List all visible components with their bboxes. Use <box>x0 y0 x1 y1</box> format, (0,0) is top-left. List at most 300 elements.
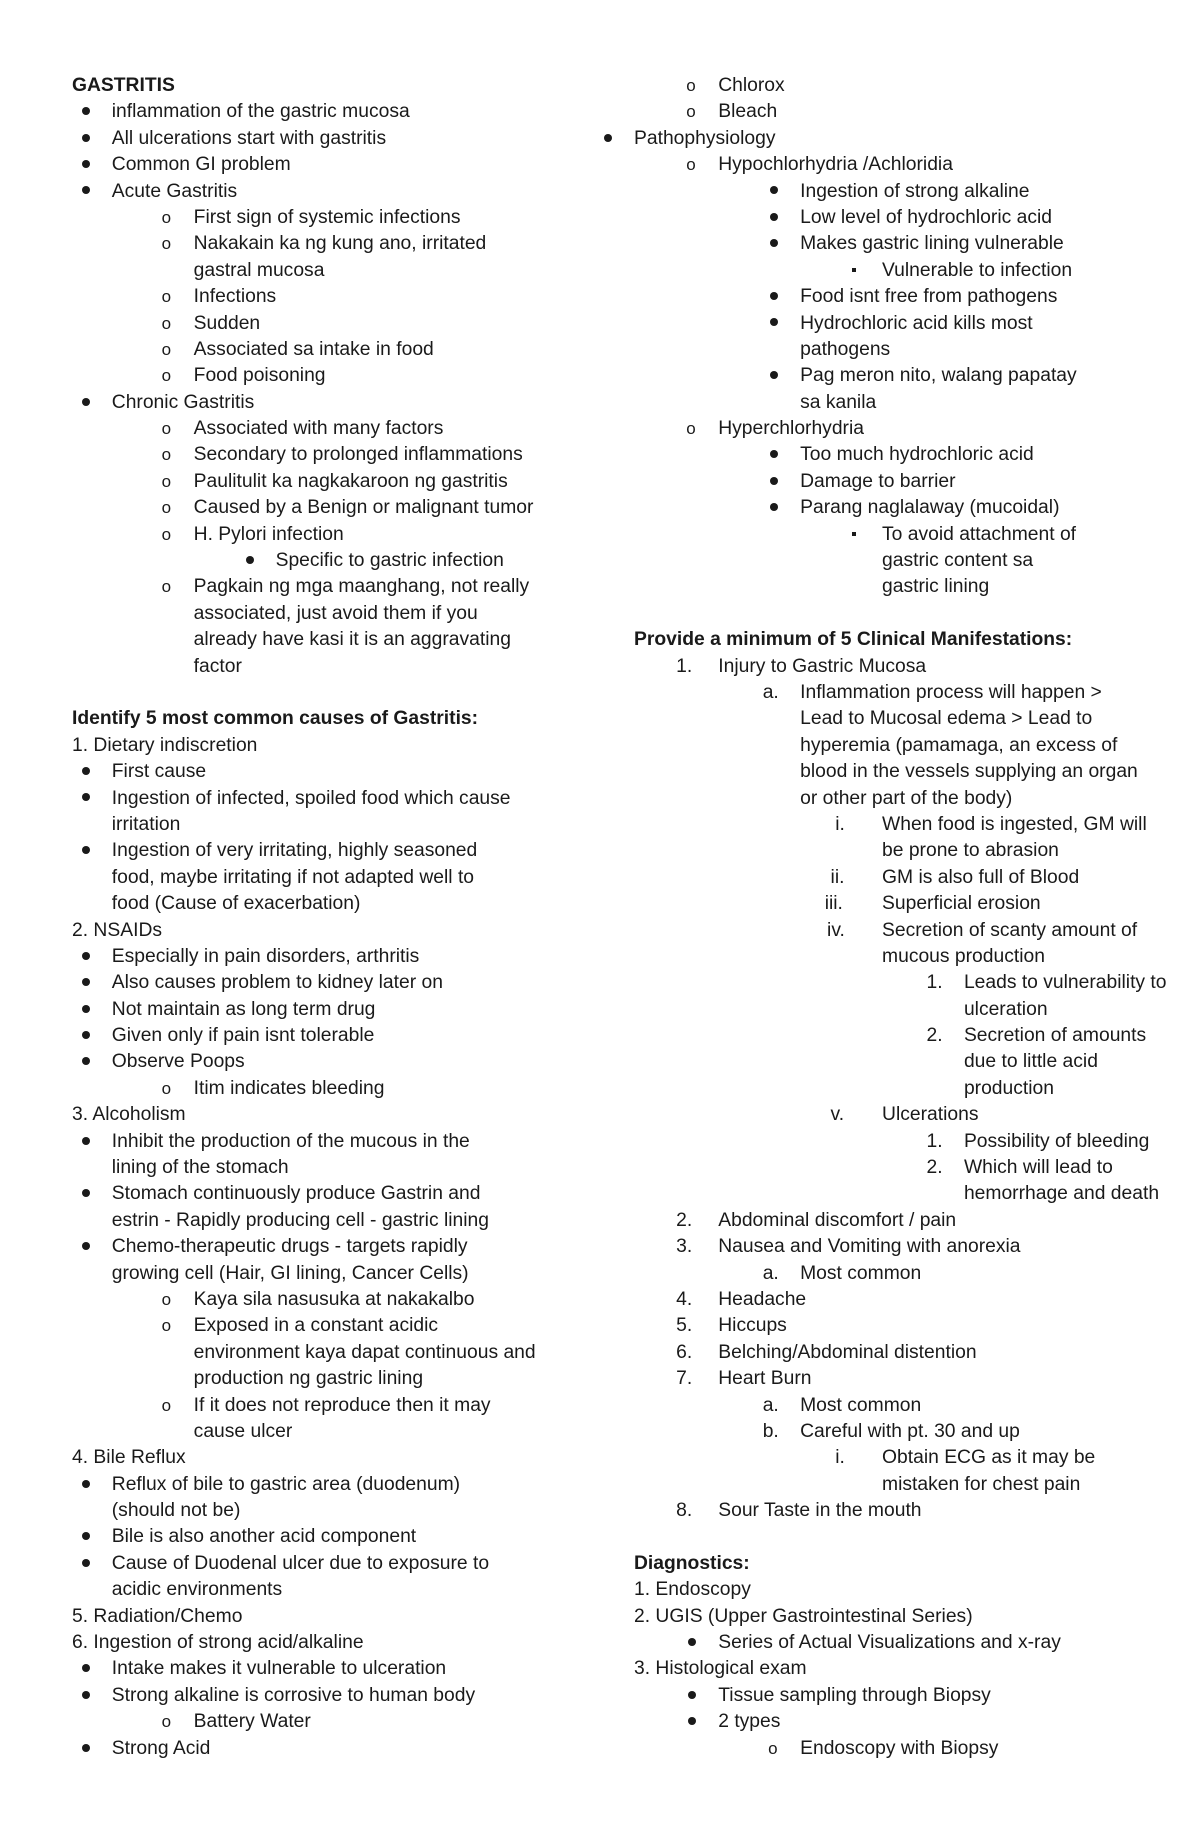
bullet-dot-icon <box>82 838 90 864</box>
list-item-text: Chemo-therapeutic drugs - targets rapidly <box>111 1236 468 1258</box>
list-item <box>72 1604 592 1630</box>
list-item <box>72 1472 592 1498</box>
list-item <box>634 812 1154 838</box>
list-item-text: Exposed in a constant acidic <box>193 1315 439 1337</box>
list-item <box>72 1445 592 1471</box>
list-item-text: Infections <box>193 286 277 308</box>
list-item-text: gastral mucosa <box>193 259 325 281</box>
list-item-text: Tissue sampling through Biopsy <box>718 1684 991 1706</box>
bullet-dot-icon <box>770 179 778 205</box>
list-item <box>72 337 592 363</box>
list-item-text: Superficial erosion <box>882 893 1041 915</box>
bullet-circle-icon: o <box>161 1316 172 1336</box>
bullet-circle-icon: o <box>161 234 172 254</box>
list-item-text: 1. Endoscopy <box>634 1579 751 1601</box>
list-item <box>72 1736 592 1762</box>
section-heading: Provide a minimum of 5 Clinical Manifestations: <box>634 629 1073 651</box>
bullet-circle-icon: o <box>161 366 172 386</box>
list-item-text: Stomach continuously produce Gastrin and <box>111 1183 481 1205</box>
list-item <box>634 1234 1154 1260</box>
list-item-text: Ingestion of strong alkaline <box>800 180 1030 202</box>
bullet-dot-icon <box>604 126 612 152</box>
bullet-dot-icon <box>82 1683 90 1709</box>
list-item <box>72 838 592 864</box>
list-item-text: Paulitulit ka nagkakaroon ng gastritis <box>193 470 508 492</box>
list-item-text: Careful with pt. 30 and up <box>800 1420 1020 1442</box>
list-item-text: Specific to gastric infection <box>275 550 504 572</box>
list-item <box>634 1736 1154 1762</box>
list-item <box>634 865 1154 891</box>
list-item <box>72 627 592 653</box>
list-item <box>72 997 592 1023</box>
bullet-circle-icon: o <box>161 1078 172 1098</box>
list-item-text: First cause <box>111 761 207 783</box>
list-item-text: 6. Ingestion of strong acid/alkaline <box>72 1632 364 1654</box>
list-item <box>72 522 592 548</box>
list-item-text: ulceration <box>963 998 1048 1020</box>
list-number: 2. <box>676 1209 693 1231</box>
list-item-text: 1. Dietary indiscretion <box>72 734 258 756</box>
list-item-text: already have kasi it is an aggravating <box>193 629 511 651</box>
list-item <box>72 1656 592 1682</box>
list-item-text: irritation <box>111 813 181 835</box>
list-item-text: inflammation of the gastric mucosa <box>111 101 410 123</box>
list-item-text: Not maintain as long term drug <box>111 998 376 1020</box>
list-item-text: lining of the stomach <box>111 1157 289 1179</box>
list-item <box>72 442 592 468</box>
list-item <box>634 1049 1154 1075</box>
list-number: 1. <box>926 972 943 994</box>
bullet-dot-icon <box>82 1181 90 1207</box>
bullet-circle-icon: o <box>161 419 172 439</box>
list-item <box>72 179 592 205</box>
list-item <box>72 1313 592 1339</box>
list-item <box>634 1313 1154 1339</box>
list-item-text: Especially in pain disorders, arthritis <box>111 945 420 967</box>
list-item <box>72 733 592 759</box>
list-item <box>634 1630 1154 1656</box>
list-item <box>72 1076 592 1102</box>
bullet-dot-icon <box>82 1049 90 1075</box>
list-item-text: Heart Burn <box>718 1368 812 1390</box>
list-item-text: Bile is also another acid component <box>111 1526 417 1548</box>
list-item-text: Pagkain ng mga maanghang, not really <box>193 576 530 598</box>
list-item <box>634 442 1154 468</box>
list-item-text: Cause of Duodenal ulcer due to exposure to <box>111 1552 490 1574</box>
list-item-text: factor <box>193 655 242 677</box>
list-number: 5. <box>676 1315 693 1337</box>
section-heading: Identify 5 most common causes of Gastritis: <box>72 708 479 730</box>
bullet-dot-icon <box>82 1234 90 1260</box>
list-item <box>634 205 1154 231</box>
list-item <box>72 1261 592 1287</box>
list-item-text: Pathophysiology <box>634 127 776 149</box>
list-number: 4. <box>676 1288 693 1310</box>
heading-line <box>634 627 1154 653</box>
list-item-text: Sour Taste in the mouth <box>718 1500 922 1522</box>
list-item <box>634 1709 1154 1735</box>
list-item-text: Associated with many factors <box>193 418 444 440</box>
list-item <box>634 1498 1154 1524</box>
blank-line <box>634 1524 1154 1550</box>
list-item <box>72 1393 592 1419</box>
list-item <box>634 179 1154 205</box>
list-item-text: Strong alkaline is corrosive to human body <box>111 1684 476 1706</box>
list-item-text: Intake makes it vulnerable to ulceration <box>111 1658 447 1680</box>
list-item-text: Makes gastric lining vulnerable <box>800 233 1064 255</box>
list-number: iii. <box>824 893 843 915</box>
list-item <box>634 1102 1154 1128</box>
list-item-text: 2. NSAIDs <box>72 919 163 941</box>
list-item <box>72 390 592 416</box>
list-item <box>72 548 592 574</box>
list-item <box>634 1604 1154 1630</box>
list-item <box>72 1287 592 1313</box>
list-item-text: Inhibit the production of the mucous in the <box>111 1130 470 1152</box>
list-item-text: (should not be) <box>111 1500 241 1522</box>
list-item <box>72 1155 592 1181</box>
bullet-dot-icon <box>82 1524 90 1550</box>
list-item <box>634 574 1154 600</box>
bullet-dot-icon <box>770 311 778 337</box>
list-item-text: Hypochlorhydria /Achloridia <box>718 154 953 176</box>
blank-line <box>634 601 1154 627</box>
list-item-text: hyperemia (pamamaga, an excess of <box>800 734 1118 756</box>
list-item-text: food (Cause of exacerbation) <box>111 893 361 915</box>
list-item <box>72 1630 592 1656</box>
list-item-text: Inflammation process will happen > <box>800 681 1102 703</box>
list-item <box>72 1366 592 1392</box>
list-item <box>634 1287 1154 1313</box>
list-item <box>72 574 592 600</box>
list-item <box>72 812 592 838</box>
bullet-dot-icon <box>770 495 778 521</box>
list-item-text: environment kaya dapat continuous and <box>193 1341 536 1363</box>
bullet-dot-icon <box>246 548 254 574</box>
list-item-text: GM is also full of Blood <box>882 866 1080 888</box>
list-item <box>72 469 592 495</box>
list-item <box>72 1181 592 1207</box>
list-item-text: acidic environments <box>111 1579 283 1601</box>
list-item <box>634 786 1154 812</box>
list-item-text: Hydrochloric acid kills most <box>800 312 1033 334</box>
list-item-text: Too much hydrochloric acid <box>800 444 1034 466</box>
list-item-text: Injury to Gastric Mucosa <box>718 655 927 677</box>
list-item <box>634 1472 1154 1498</box>
list-item <box>634 311 1154 337</box>
list-item <box>72 1683 592 1709</box>
bullet-circle-icon: o <box>686 102 696 122</box>
list-number: i. <box>835 813 845 835</box>
list-item-text: Headache <box>718 1288 807 1310</box>
list-item <box>634 1393 1154 1419</box>
list-item-text: Secretion of scanty amount of <box>882 919 1138 941</box>
list-item <box>72 258 592 284</box>
list-number: v. <box>830 1104 845 1126</box>
list-number: b. <box>762 1420 779 1442</box>
list-item-text: Which will lead to <box>963 1157 1113 1179</box>
list-item <box>72 1102 592 1128</box>
list-item <box>634 522 1154 548</box>
list-item <box>634 231 1154 257</box>
list-item <box>72 891 592 917</box>
list-item-text: Given only if pain isnt tolerable <box>111 1025 375 1047</box>
bullet-circle-icon: o <box>161 1712 172 1732</box>
list-item <box>634 99 1154 125</box>
list-item-text: Secretion of amounts <box>963 1025 1147 1047</box>
list-number: 7. <box>676 1368 693 1390</box>
list-item-text: Battery Water <box>193 1711 311 1733</box>
bullet-dot-icon <box>688 1683 696 1709</box>
list-item-text: cause ulcer <box>193 1420 293 1442</box>
blank-line <box>72 680 592 706</box>
list-item-text: Abdominal discomfort / pain <box>718 1209 957 1231</box>
list-item <box>634 1023 1154 1049</box>
list-item <box>634 1181 1160 1207</box>
list-item <box>634 1683 1154 1709</box>
list-item-text: sa kanila <box>800 391 877 413</box>
list-item-text: or other part of the body) <box>800 787 1013 809</box>
list-number: 2. <box>926 1157 943 1179</box>
bullet-dot-icon <box>82 1472 90 1498</box>
list-item <box>72 126 592 152</box>
list-number: 6. <box>676 1341 693 1363</box>
list-item-text: Reflux of bile to gastric area (duodenum) <box>111 1473 461 1495</box>
list-item-text: blood in the vessels supplying an organ <box>800 761 1138 783</box>
section-heading: Diagnostics: <box>634 1552 750 1574</box>
heading-line <box>72 73 592 99</box>
list-item <box>72 495 592 521</box>
bullet-dot-icon <box>770 231 778 257</box>
list-item-text: be prone to abrasion <box>882 840 1059 862</box>
list-item-text: hemorrhage and death <box>963 1183 1160 1205</box>
list-item-text: First sign of systemic infections <box>193 206 461 228</box>
list-item <box>634 680 1154 706</box>
list-item-text: Parang naglalaway (mucoidal) <box>800 497 1060 519</box>
list-item-text: Most common <box>800 1262 922 1284</box>
list-item <box>634 1155 1154 1181</box>
bullet-square-icon <box>852 522 856 548</box>
list-item <box>634 970 1167 996</box>
list-item-text: 4. Bile Reflux <box>72 1447 186 1469</box>
bullet-dot-icon <box>770 469 778 495</box>
bullet-dot-icon <box>82 99 90 125</box>
bullet-circle-icon: o <box>161 339 172 359</box>
list-item-text: 3. Histological exam <box>634 1658 807 1680</box>
list-item-text: H. Pylori infection <box>193 523 344 545</box>
list-item-text: Bleach <box>718 101 778 123</box>
list-number: iv. <box>827 919 845 941</box>
list-item-text: 2 types <box>718 1711 781 1733</box>
list-item-text: Low level of hydrochloric acid <box>800 206 1052 228</box>
list-item-text: due to little acid <box>963 1051 1098 1073</box>
bullet-circle-icon: o <box>161 207 172 227</box>
list-item <box>72 654 592 680</box>
list-item-text: pathogens <box>800 338 891 360</box>
list-item-text: food, maybe irritating if not adapted well to <box>111 866 475 888</box>
list-item <box>72 1577 592 1603</box>
list-item <box>634 495 1154 521</box>
list-item-text: When food is ingested, GM will <box>882 813 1147 835</box>
bullet-dot-icon <box>82 786 90 812</box>
list-item <box>72 865 592 891</box>
list-item <box>634 944 1154 970</box>
list-number: a. <box>762 681 779 703</box>
list-item <box>634 390 1154 416</box>
bullet-circle-icon: o <box>161 498 172 518</box>
list-item-text: All ulcerations start with gastritis <box>111 127 387 149</box>
list-item-text: Endoscopy with Biopsy <box>800 1737 999 1759</box>
list-item <box>634 733 1154 759</box>
bullet-circle-icon: o <box>161 287 172 307</box>
list-number: 3. <box>676 1236 693 1258</box>
section-heading: GASTRITIS <box>72 75 175 96</box>
list-item <box>72 918 592 944</box>
list-item-text: gastric content sa <box>882 550 1034 572</box>
left-column <box>72 73 592 1762</box>
bullet-circle-icon: o <box>161 445 172 465</box>
list-item <box>72 1208 592 1234</box>
list-item-text: Lead to Mucosal edema > Lead to <box>800 708 1093 730</box>
list-item <box>72 1023 592 1049</box>
list-item-text: Sudden <box>193 312 261 334</box>
bullet-circle-icon: o <box>161 577 172 597</box>
list-item-text: Strong Acid <box>111 1737 211 1759</box>
list-item <box>72 99 592 125</box>
list-item <box>72 759 592 785</box>
list-item <box>634 363 1154 389</box>
list-item <box>634 997 1154 1023</box>
list-item <box>72 1551 592 1577</box>
bullet-dot-icon <box>82 390 90 416</box>
list-item <box>72 1498 592 1524</box>
list-item <box>72 1129 592 1155</box>
list-item <box>72 786 592 812</box>
bullet-dot-icon <box>770 205 778 231</box>
list-item <box>634 469 1154 495</box>
list-item <box>634 1129 1154 1155</box>
list-item-text: growing cell (Hair, GI lining, Cancer Cells) <box>111 1262 469 1284</box>
bullet-dot-icon <box>688 1709 696 1735</box>
list-item <box>634 337 1154 363</box>
list-item-text: Secondary to prolonged inflammations <box>193 444 523 466</box>
list-item-text: Most common <box>800 1394 922 1416</box>
list-item <box>634 1261 1154 1287</box>
list-item <box>634 1419 1154 1445</box>
list-item <box>634 1366 1154 1392</box>
list-item-text: Common GI problem <box>111 154 291 176</box>
list-item-text: Damage to barrier <box>800 470 956 492</box>
list-item <box>634 73 1154 99</box>
list-item-text: Chlorox <box>718 75 785 96</box>
list-item-text: production ng gastric lining <box>193 1368 424 1390</box>
list-item-text: Chronic Gastritis <box>111 391 255 413</box>
list-item <box>72 1524 592 1550</box>
list-item-text: Caused by a Benign or malignant tumor <box>193 497 534 519</box>
bullet-dot-icon <box>82 1023 90 1049</box>
list-item-text: production <box>963 1077 1054 1099</box>
list-item <box>72 944 592 970</box>
bullet-dot-icon <box>82 997 90 1023</box>
heading-line <box>72 706 592 732</box>
list-item-text: Nausea and Vomiting with anorexia <box>718 1236 1021 1258</box>
bullet-dot-icon <box>82 152 90 178</box>
bullet-circle-icon: o <box>686 76 696 95</box>
list-item <box>634 706 1154 732</box>
list-item <box>634 654 1154 680</box>
list-item-text: Ingestion of very irritating, highly seasoned <box>111 840 478 862</box>
list-item <box>72 1234 592 1260</box>
list-item-text: Hyperchlorhydria <box>718 418 864 440</box>
list-item <box>634 891 1154 917</box>
list-item <box>72 601 592 627</box>
list-item-text: Also causes problem to kidney later on <box>111 972 443 994</box>
list-item-text: Nakakain ka ng kung ano, irritated <box>193 233 487 255</box>
list-item <box>634 548 1154 574</box>
list-item-text: mucous production <box>882 945 1045 967</box>
bullet-square-icon <box>852 258 856 284</box>
list-item <box>72 311 592 337</box>
heading-line <box>634 1551 1154 1577</box>
list-item <box>634 126 1154 152</box>
list-item-text: If it does not reproduce then it may <box>193 1394 491 1416</box>
bullet-dot-icon <box>82 1129 90 1155</box>
list-item <box>72 363 592 389</box>
list-item-text: To avoid attachment of <box>882 523 1077 545</box>
list-item <box>72 416 592 442</box>
bullet-circle-icon: o <box>686 155 696 175</box>
list-item-text: Ulcerations <box>882 1104 979 1126</box>
list-item-text: 2. UGIS (Upper Gastrointestinal Series) <box>634 1605 973 1627</box>
bullet-dot-icon <box>770 442 778 468</box>
list-number: 1. <box>926 1130 943 1152</box>
list-item-text: gastric lining <box>882 576 990 598</box>
bullet-circle-icon: o <box>686 419 696 439</box>
bullet-circle-icon: o <box>161 524 172 544</box>
list-item-text: associated, just avoid them if you <box>193 602 478 624</box>
list-item-text: Belching/Abdominal distention <box>718 1341 977 1363</box>
list-number: ii. <box>830 866 845 888</box>
bullet-dot-icon <box>688 1630 696 1656</box>
list-number: a. <box>762 1394 779 1416</box>
list-number: 1. <box>676 655 693 677</box>
bullet-dot-icon <box>82 759 90 785</box>
bullet-dot-icon <box>82 970 90 996</box>
bullet-circle-icon: o <box>161 1289 172 1309</box>
list-item-text: estrin - Rapidly producing cell - gastric lining <box>111 1209 489 1231</box>
bullet-circle-icon: o <box>768 1738 778 1758</box>
list-item <box>72 284 592 310</box>
list-item <box>634 1656 1154 1682</box>
right-column <box>634 73 1167 1762</box>
list-item <box>72 1049 592 1075</box>
list-item-text: Possibility of bleeding <box>963 1130 1150 1152</box>
list-item <box>634 284 1154 310</box>
list-number: a. <box>762 1262 779 1284</box>
list-item-text: Leads to vulnerability to <box>963 972 1167 994</box>
list-item-text: Associated sa intake in food <box>193 338 434 360</box>
list-item <box>634 258 1154 284</box>
list-item-text: Food poisoning <box>193 365 326 387</box>
list-item-text: 5. Radiation/Chemo <box>72 1605 243 1627</box>
bullet-circle-icon: o <box>161 471 172 491</box>
bullet-dot-icon <box>82 126 90 152</box>
list-item-text: 3. Alcoholism <box>72 1104 186 1126</box>
list-item-text: Observe Poops <box>111 1051 245 1073</box>
list-item-text: Itim indicates bleeding <box>193 1077 385 1099</box>
list-item <box>634 918 1154 944</box>
bullet-dot-icon <box>82 1551 90 1577</box>
